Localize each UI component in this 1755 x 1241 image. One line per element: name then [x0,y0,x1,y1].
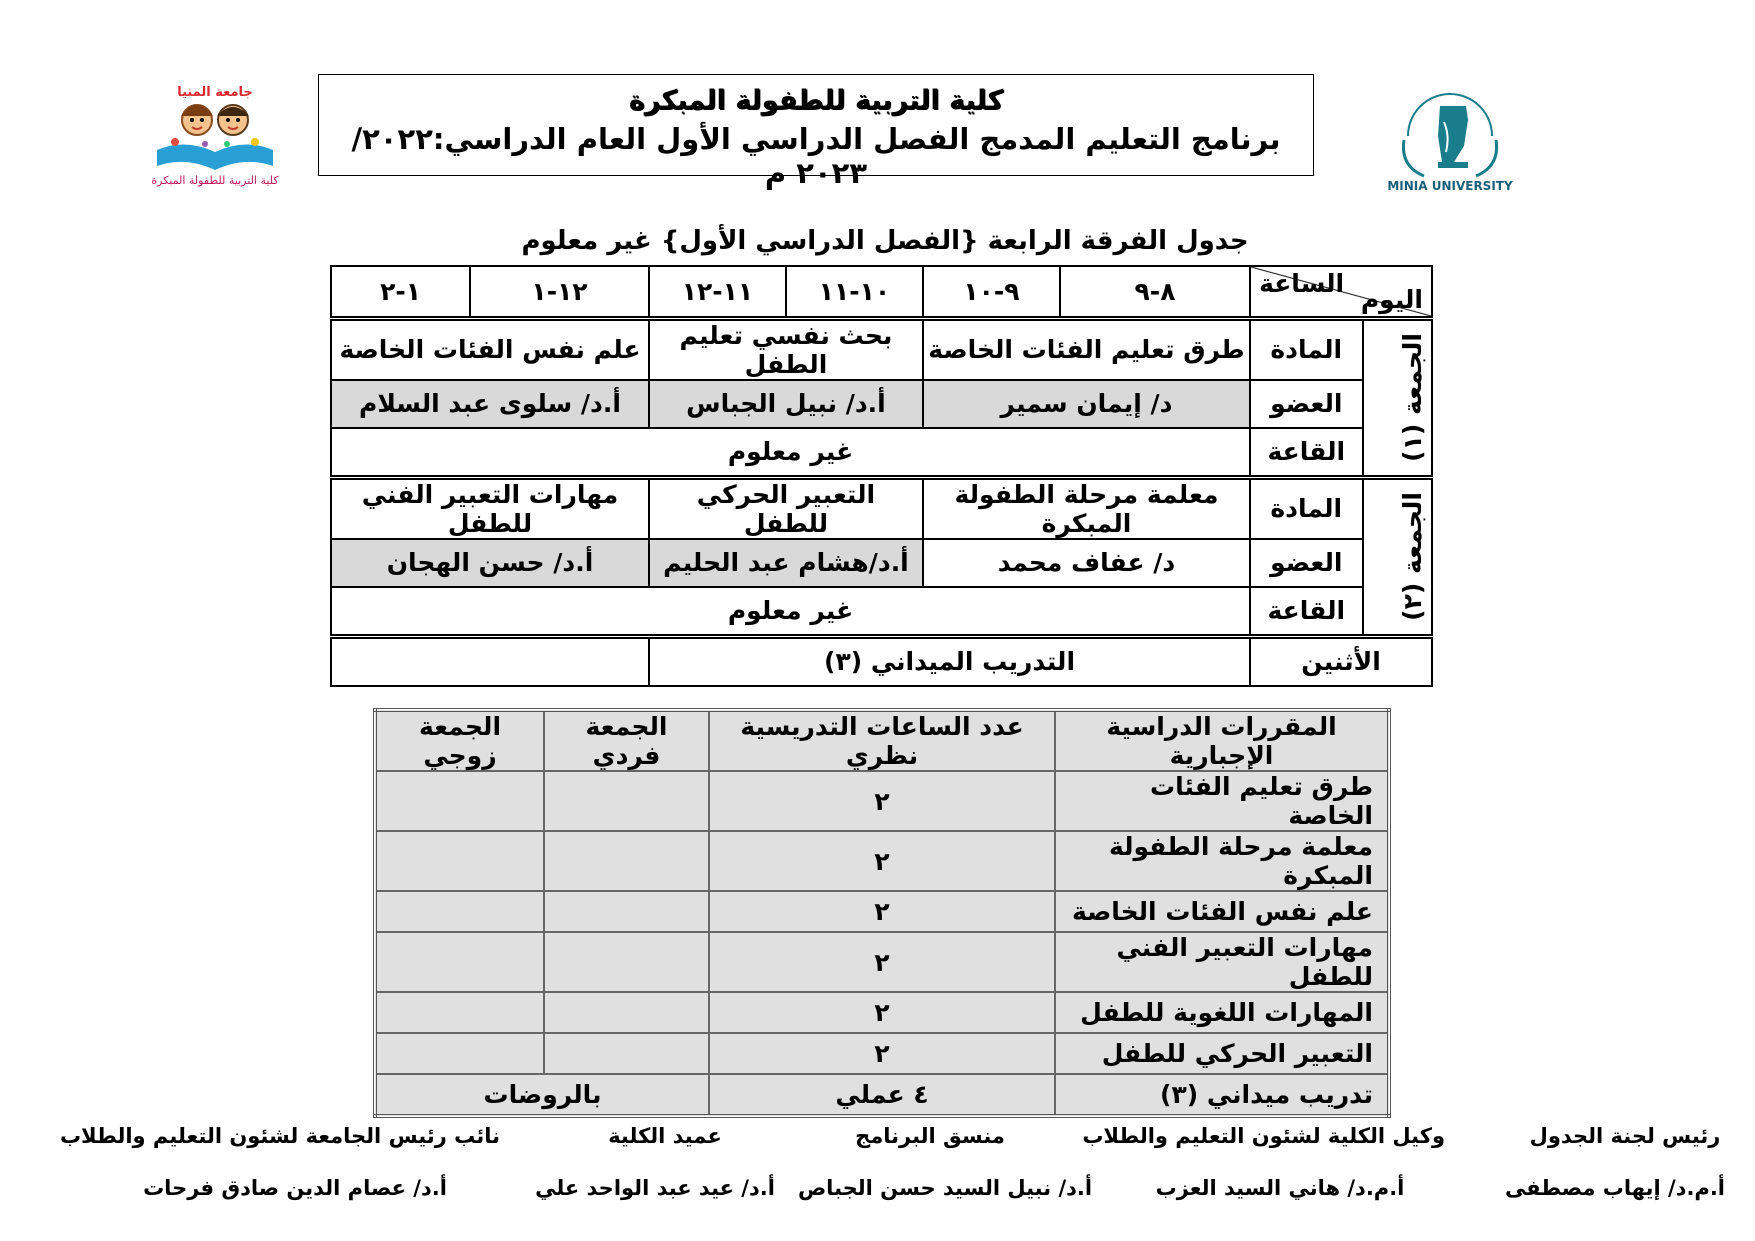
course-even [375,992,544,1033]
hour-cell: ٩-١٠ [923,266,1060,318]
course-name: مهارات التعبير الفني للطفل [1055,932,1389,992]
member-label: العضو [1250,380,1362,428]
corner-cell [1250,266,1432,318]
day1-subject: علم نفس الفئات الخاصة [331,318,649,380]
courses-header-row [375,710,1389,771]
day2-member: أ.د/هشام عبد الحليم [649,539,923,587]
course-even [375,771,544,831]
program-line: برنامج التعليم المدمج الفصل الدراسي الأول العام الدراسي:٢٠٢٢/ ٢٠٢٣ م [351,122,1281,190]
day1-subject-row [331,318,1432,380]
course-even [375,891,544,932]
course-even [375,831,544,891]
day2-member: د/ عفاف محمد [923,539,1250,587]
training-course: تدريب ميداني (٣) [1055,1074,1389,1116]
day1-subject: طرق تعليم الفئات الخاصة [923,318,1250,380]
signature-name: أ.د/ عصام الدين صادق فرحات [143,1176,447,1200]
day1-name: الجمعة (١) [1363,318,1433,477]
monday-name: الأثنين [1250,636,1432,686]
hour-cell: ١٠-١١ [786,266,923,318]
svg-text:جامعة المنيا: جامعة المنيا [177,85,253,100]
day2-name: الجمعة (٢) [1363,477,1433,636]
course-odd [544,771,709,831]
course-row [375,992,1389,1033]
course-name: علم نفس الفئات الخاصة [1055,891,1389,932]
day2-subject: معلمة مرحلة الطفولة المبكرة [923,477,1250,539]
course-name: التعبير الحركي للطفل [1055,1033,1389,1074]
signature-title: رئيس لجنة الجدول [1529,1124,1721,1148]
day1-member: أ.د/ سلوى عبد السلام [331,380,649,428]
training-hours: ٤ عملي [709,1074,1055,1116]
day2-subject-row [331,477,1432,539]
schedule-table [330,265,1433,687]
day2-hall: غير معلوم [331,587,1250,637]
day1-subject: بحث نفسي تعليم الطفل [649,318,923,380]
day1-member: أ.د/ نبيل الجباس [649,380,923,428]
signature-title: نائب رئيس الجامعة لشئون التعليم والطلاب [59,1124,500,1148]
day2-member: أ.د/ حسن الهجان [331,539,649,587]
course-name: معلمة مرحلة الطفولة المبكرة [1055,831,1389,891]
signature-name: أ.د/ عيد عبد الواحد علي [535,1176,775,1200]
day2-subject: مهارات التعبير الفني للطفل [331,477,649,539]
training-place: بالروضات [375,1074,709,1116]
day1-hall: غير معلوم [331,428,1250,478]
courses-header: عدد الساعات التدريسية نظري [709,710,1055,771]
course-even [375,932,544,992]
course-hours: ٢ [709,771,1055,831]
hour-cell: ١-٢ [331,266,470,318]
day2-subject: التعبير الحركي للطفل [649,477,923,539]
hall-label: القاعة [1250,428,1362,478]
signature-title: عميد الكلية [608,1124,722,1148]
course-hours: ٢ [709,932,1055,992]
courses-header: المقررات الدراسية الإجبارية [1055,710,1389,771]
course-hours: ٢ [709,891,1055,932]
training-row [375,1074,1389,1116]
faculty-name: كلية التربية للطفولة المبكرة [628,85,1004,116]
svg-text:كلية التربية للطفولة المبكرة: كلية التربية للطفولة المبكرة [151,174,279,187]
day1-member: د/ إيمان سمير [923,380,1250,428]
course-odd [544,831,709,891]
hour-cell: ٨-٩ [1060,266,1250,318]
signature-name: أ.د/ نبيل السيد حسن الجباص [797,1176,1093,1200]
monday-activity: التدريب الميداني (٣) [649,636,1250,686]
subject-label: المادة [1250,477,1362,539]
faculty-logo [145,80,285,190]
course-hours: ٢ [709,831,1055,891]
monday-empty [331,636,649,686]
subject-label: المادة [1250,318,1362,380]
course-name: طرق تعليم الفئات الخاصة [1055,771,1389,831]
course-odd [544,992,709,1033]
courses-header: الجمعة زوجي [375,710,544,771]
courses-header: الجمعة فردي [544,710,709,771]
hours-row [331,266,1432,318]
course-row [375,1033,1389,1074]
monday-row [331,636,1432,686]
hour-cell: ١١-١٢ [649,266,786,318]
day2-hall-row [331,587,1432,637]
signature-name: أ.م.د/ هاني السيد العزب [1155,1176,1405,1200]
day1-member-row [331,380,1432,428]
course-row [375,831,1389,891]
day1-hall-row [331,428,1432,478]
signature-title: وكيل الكلية لشئون التعليم والطلاب [1082,1124,1445,1148]
course-row [375,932,1389,992]
course-odd [544,932,709,992]
corner-hour: الساعة [1259,269,1345,298]
signature-name: أ.م.د/ إيهاب مصطفى [1504,1176,1725,1200]
hour-cell: ١٢-١ [470,266,649,318]
header-box [318,74,1314,190]
course-name: المهارات اللغوية للطفل [1055,992,1389,1033]
course-row [375,771,1389,831]
svg-text:MINIA UNIVERSITY: MINIA UNIVERSITY [1387,179,1513,193]
corner-day: اليوم [1360,284,1423,314]
hall-label: القاعة [1250,587,1362,637]
course-odd [544,891,709,932]
courses-table [373,708,1391,1118]
signature-title: منسق البرنامج [855,1124,1005,1148]
day2-member-row [331,539,1432,587]
course-row [375,891,1389,932]
university-logo [1380,76,1520,196]
member-label: العضو [1250,539,1362,587]
course-odd [544,1033,709,1074]
course-even [375,1033,544,1074]
course-hours: ٢ [709,992,1055,1033]
course-hours: ٢ [709,1033,1055,1074]
schedule-title: جدول الفرقة الرابعة {الفصل الدراسي الأول} غير معلوم [521,226,1249,256]
